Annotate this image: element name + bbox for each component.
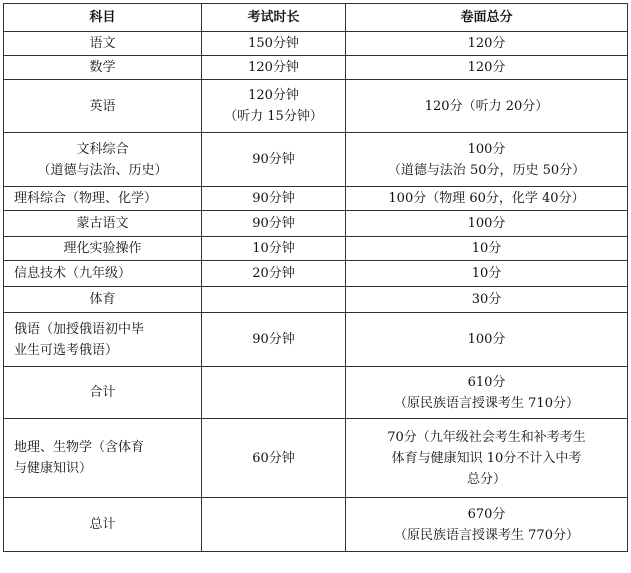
- duration-text: 120分钟: [248, 88, 299, 103]
- duration-cell: [202, 367, 346, 419]
- duration-text: 90分钟: [252, 332, 295, 347]
- duration-cell: [202, 56, 346, 80]
- table-row: [4, 498, 628, 552]
- subject-text: 合计: [89, 385, 116, 400]
- score-note: （道德与法治 50分，历史 50分）: [387, 162, 586, 178]
- subject-cell: [4, 80, 202, 133]
- duration-cell: [202, 133, 346, 187]
- score-text: 100分（物理 60分，化学 40分）: [388, 191, 585, 206]
- table-row: [4, 287, 628, 313]
- subject-text: 俄语（加授俄语初中毕: [14, 321, 145, 337]
- score-text: 120分（听力 20分）: [424, 98, 549, 114]
- score-text: 100分: [467, 141, 506, 157]
- duration-cell: [202, 498, 346, 552]
- header-score: 卷面总分: [346, 4, 628, 32]
- score-text: 10分: [471, 241, 502, 256]
- duration-cell: [202, 419, 346, 498]
- table-row: [4, 80, 628, 133]
- score-cell: [346, 287, 628, 313]
- duration-text: 10分钟: [252, 241, 295, 256]
- subject-cell: [4, 367, 202, 419]
- score-cell: [346, 237, 628, 261]
- score-cell: [346, 80, 628, 133]
- score-text: 70分（九年级社会考生和补考考生: [387, 429, 586, 445]
- score-text: 100分: [467, 216, 506, 231]
- duration-cell: [202, 261, 346, 287]
- subject-text: 文科综合: [76, 141, 129, 157]
- subject-cell: [4, 498, 202, 552]
- subject-cell: [4, 419, 202, 498]
- table-row: [4, 419, 628, 498]
- score-cell: [346, 32, 628, 56]
- subject-note: （道德与法治、历史）: [37, 162, 168, 178]
- subject-text: 英语: [89, 98, 116, 114]
- table-row: [4, 313, 628, 367]
- score-cell: [346, 261, 628, 287]
- subject-cell: [4, 133, 202, 187]
- score-note: 体育与健康知识 10分不计入中考: [391, 450, 582, 466]
- duration-cell: [202, 237, 346, 261]
- subject-text: 理化实验操作: [63, 241, 142, 256]
- score-text: 30分: [471, 292, 502, 307]
- score-cell: [346, 133, 628, 187]
- subject-cell: [4, 211, 202, 237]
- subject-text: 总计: [89, 517, 116, 532]
- score-cell: [346, 211, 628, 237]
- subject-note: 业生可选考俄语）: [14, 342, 119, 358]
- subject-cell: [4, 261, 202, 287]
- duration-cell: [202, 313, 346, 367]
- duration-text: 120分钟: [248, 60, 299, 75]
- subject-text: 数学: [89, 60, 116, 75]
- score-cell: [346, 56, 628, 80]
- duration-text: 90分钟: [252, 216, 295, 231]
- subject-cell: [4, 237, 202, 261]
- header-subject: 科目: [4, 4, 202, 32]
- score-text: 100分: [467, 332, 506, 347]
- duration-note: （听力 15分钟）: [224, 109, 323, 124]
- table-row: [4, 367, 628, 419]
- score-cell: [346, 419, 628, 498]
- score-note: 总分）: [466, 471, 506, 487]
- duration-cell: [202, 32, 346, 56]
- score-text: 120分: [467, 60, 506, 75]
- duration-cell: [202, 80, 346, 133]
- duration-cell: [202, 287, 346, 313]
- score-cell: [346, 187, 628, 211]
- table-row: [4, 211, 628, 237]
- score-text: 670分: [467, 506, 506, 522]
- subject-cell: [4, 287, 202, 313]
- table-row: [4, 56, 628, 80]
- subject-text: 蒙古语文: [76, 216, 129, 231]
- table-row: [4, 133, 628, 187]
- duration-cell: [202, 187, 346, 211]
- subject-text: 语文: [89, 36, 116, 51]
- duration-text: 90分钟: [252, 191, 295, 206]
- duration-cell: [202, 211, 346, 237]
- subject-cell: [4, 32, 202, 56]
- table-row: [4, 237, 628, 261]
- table-row: [4, 187, 628, 211]
- score-cell: [346, 313, 628, 367]
- subject-cell: [4, 187, 202, 211]
- table-row: [4, 261, 628, 287]
- subject-text: 地理、生物学（含体育: [14, 440, 145, 455]
- score-note: （原民族语言授课考生 710分）: [394, 395, 579, 411]
- subject-note: 与健康知识）: [14, 461, 93, 476]
- subject-cell: [4, 56, 202, 80]
- table-row: [4, 32, 628, 56]
- header-row: [4, 4, 628, 32]
- score-text: 610分: [467, 374, 506, 390]
- score-cell: [346, 367, 628, 419]
- subject-text: 信息技术（九年级）: [14, 266, 132, 281]
- score-text: 10分: [471, 266, 502, 281]
- duration-text: 90分钟: [252, 152, 295, 167]
- header-duration: 考试时长: [202, 4, 346, 32]
- subject-text: 理科综合（物理、化学）: [14, 191, 158, 206]
- duration-text: 150分钟: [248, 36, 299, 51]
- subject-cell: [4, 313, 202, 367]
- duration-text: 60分钟: [252, 450, 295, 466]
- score-note: （原民族语言授课考生 770分）: [394, 527, 579, 543]
- score-cell: [346, 498, 628, 552]
- score-text: 120分: [467, 36, 506, 51]
- exam-schedule-table: [3, 3, 628, 552]
- subject-text: 体育: [89, 292, 116, 307]
- duration-text: 20分钟: [252, 266, 295, 281]
